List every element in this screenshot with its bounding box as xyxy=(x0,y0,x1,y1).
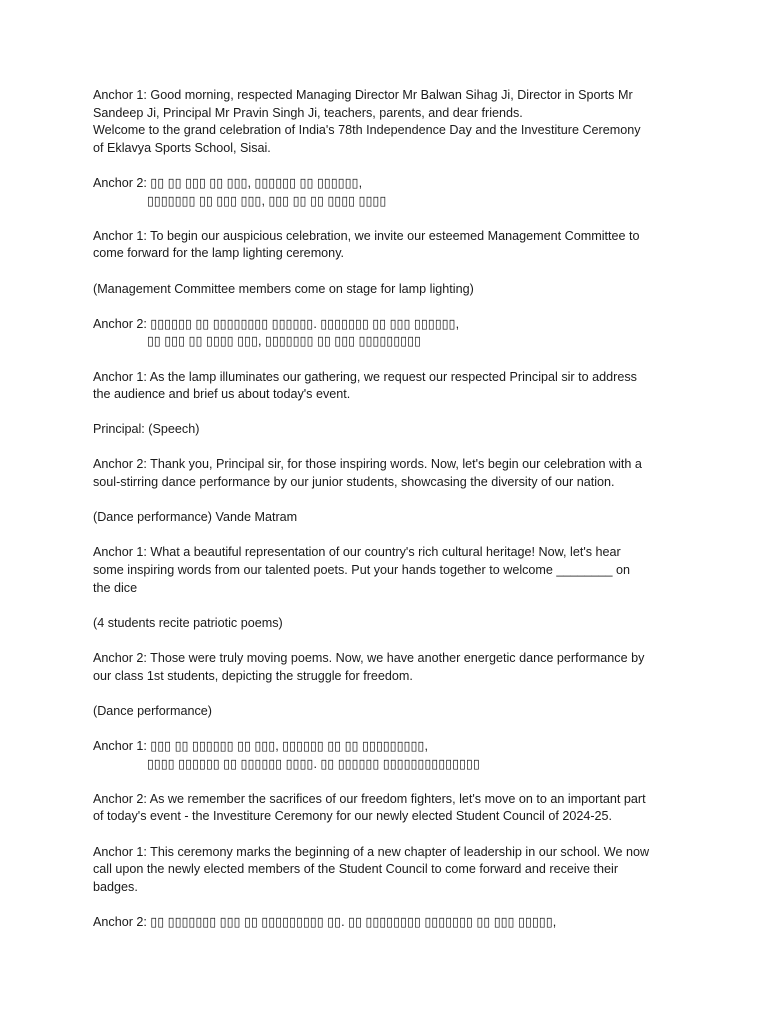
paragraph-anchor2-thanks xyxy=(93,456,683,491)
text-line: Anchor 2: ▯▯ ▯▯ ▯▯▯ ▯▯ ▯▯▯, ▯▯▯▯▯▯ ▯▯ ▯▯▯▯▯▯, xyxy=(93,175,363,190)
text-line: Anchor 1: This ceremony marks the beginning of a new chapter of leadership in our school. We now xyxy=(93,844,650,859)
text-line: Welcome to the grand celebration of India's 78th Independence Day and the Investiture Ceremony xyxy=(93,123,641,138)
paragraph-principal-speech xyxy=(93,421,683,439)
text-line: Anchor 1: To begin our auspicious celebration, we invite our esteemed Management Committee to xyxy=(93,228,640,243)
text-line: some inspiring words from our talented poets. Put your hands together to welcome ________ on xyxy=(93,563,630,578)
paragraph-anchor1-welcome xyxy=(93,87,683,157)
text-line: (Management Committee members come on stage for lamp lighting) xyxy=(93,281,474,296)
text-line: Anchor 2: ▯▯ ▯▯▯▯▯▯▯ ▯▯▯ ▯▯ ▯▯▯▯▯▯▯▯▯ ▯▯. ▯▯ ▯▯▯▯▯▯▯▯ ▯▯▯▯▯▯▯ ▯▯ ▯▯▯ ▯▯▯▯▯, xyxy=(93,914,557,929)
paragraph-anchor1-principal xyxy=(93,369,683,404)
text-line: soul-stirring dance performance by our junior students, showcasing the diversity of our nation. xyxy=(93,475,615,490)
text-line: our class 1st students, depicting the struggle for freedom. xyxy=(93,668,413,683)
text-line: Anchor 2: As we remember the sacrifices of our freedom fighters, let's move on to an important part xyxy=(93,791,646,806)
paragraph-anchor1-ceremony xyxy=(93,844,683,897)
text-line: badges. xyxy=(93,879,138,894)
paragraph-anchor2-hindi-4 xyxy=(93,914,683,932)
text-line: (4 students recite patriotic poems) xyxy=(93,615,283,630)
text-line: come forward for the lamp lighting ceremony. xyxy=(93,246,345,261)
text-line: Anchor 1: Good morning, respected Managing Director Mr Balwan Sihag Ji, Director in Sports Mr xyxy=(93,88,633,102)
text-line: the dice xyxy=(93,580,138,595)
text-line: Anchor 1: As the lamp illuminates our gathering, we request our respected Principal sir to address xyxy=(93,369,637,384)
paragraph-stage-direction-lamp xyxy=(93,281,683,299)
text-line: (Dance performance) xyxy=(93,703,212,718)
text-line: Sandeep Ji, Principal Mr Pravin Singh Ji, teachers, parents, and dear friends. xyxy=(93,105,523,120)
text-line: (Dance performance) Vande Matram xyxy=(93,510,298,525)
text-line: Principal: (Speech) xyxy=(93,422,200,437)
text-line: Anchor 1: What a beautiful representation of our country's rich cultural heritage! Now, let's hear xyxy=(93,545,621,560)
paragraph-anchor2-hindi-1 xyxy=(93,175,683,210)
text-line: ▯▯ ▯▯▯ ▯▯ ▯▯▯▯ ▯▯▯, ▯▯▯▯▯▯▯ ▯▯ ▯▯▯ ▯▯▯▯▯▯▯▯▯ xyxy=(147,334,422,349)
document-body xyxy=(93,87,683,949)
text-line: Anchor 2: Thank you, Principal sir, for those inspiring words. Now, let's begin our celebration with a xyxy=(93,457,642,472)
text-line: ▯▯▯▯▯▯▯ ▯▯ ▯▯▯ ▯▯▯, ▯▯▯ ▯▯ ▯▯ ▯▯▯▯ ▯▯▯▯ xyxy=(147,193,387,208)
text-line: of today's event - the Investiture Ceremony for our newly elected Student Council of 2024-25. xyxy=(93,809,613,824)
paragraph-poems-direction xyxy=(93,615,683,633)
text-line: call upon the newly elected members of the Student Council to come forward and receive their xyxy=(93,862,619,877)
paragraph-anchor2-investiture xyxy=(93,791,683,826)
text-line: Anchor 1: ▯▯▯ ▯▯ ▯▯▯▯▯▯ ▯▯ ▯▯▯, ▯▯▯▯▯▯ ▯▯ ▯▯ ▯▯▯▯▯▯▯▯▯, xyxy=(93,738,428,753)
text-line: Anchor 2: Those were truly moving poems. Now, we have another energetic dance performance by xyxy=(93,651,645,665)
paragraph-anchor1-hindi-3 xyxy=(93,738,683,773)
text-line: Anchor 2: ▯▯▯▯▯▯ ▯▯ ▯▯▯▯▯▯▯▯ ▯▯▯▯▯▯. ▯▯▯▯▯▯▯ ▯▯ ▯▯▯ ▯▯▯▯▯▯, xyxy=(93,316,460,331)
paragraph-dance-performance xyxy=(93,703,683,721)
text-line: of Eklavya Sports School, Sisai. xyxy=(93,140,271,155)
paragraph-anchor1-lamp-invite xyxy=(93,228,683,263)
paragraph-anchor1-poets xyxy=(93,544,683,597)
paragraph-anchor2-class1 xyxy=(93,650,683,685)
text-line: ▯▯▯▯ ▯▯▯▯▯▯ ▯▯ ▯▯▯▯▯▯ ▯▯▯▯. ▯▯ ▯▯▯▯▯▯ ▯▯▯▯▯▯▯▯▯▯▯▯▯▯ xyxy=(147,756,480,771)
paragraph-dance-vande-matram xyxy=(93,509,683,527)
text-line: the audience and brief us about today's event. xyxy=(93,387,351,402)
paragraph-anchor2-hindi-2 xyxy=(93,316,683,351)
